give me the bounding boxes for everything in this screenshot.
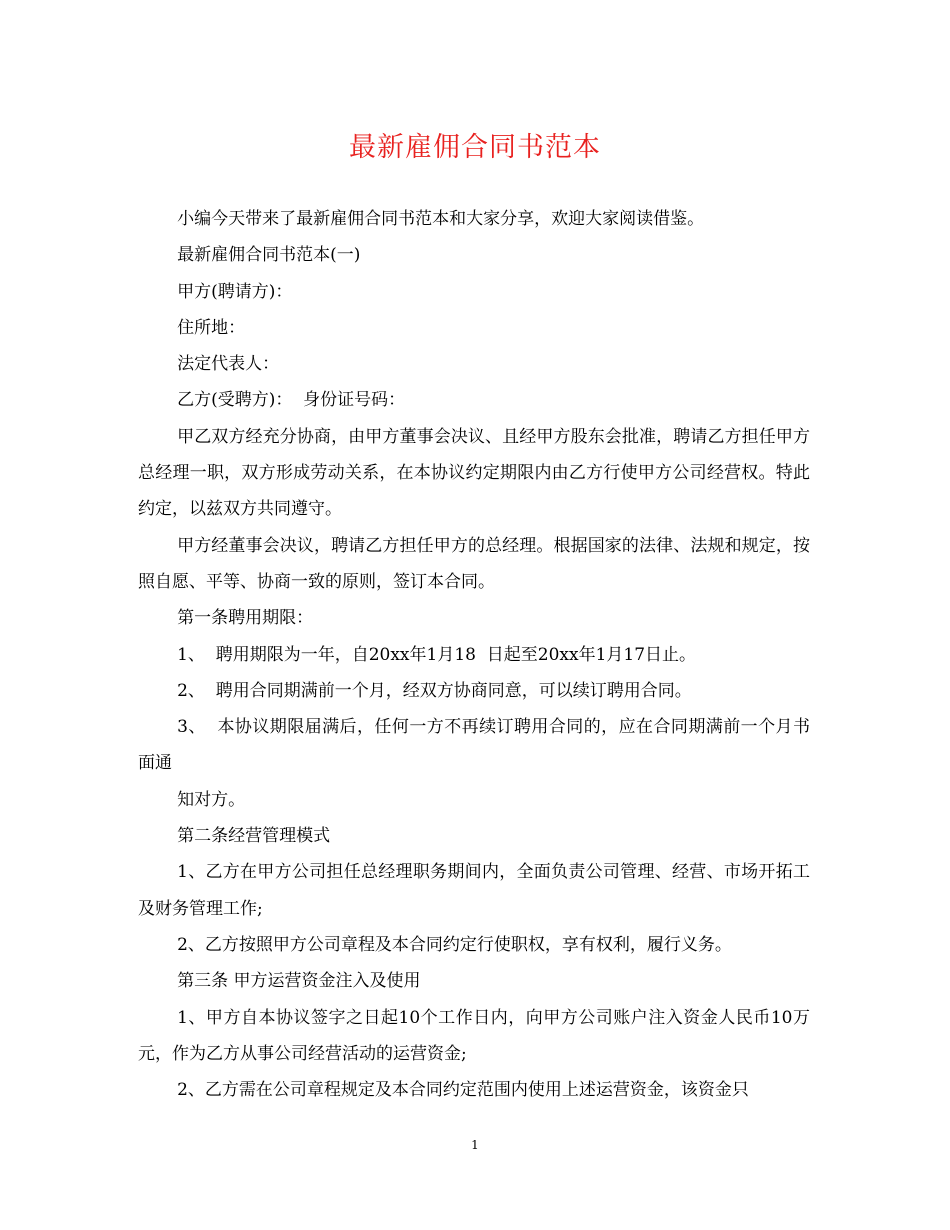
- paragraph-party-b: 乙方(受聘方)： 身份证号码：: [177, 390, 406, 411]
- paragraph-agreement: 甲乙双方经充分协商，由甲方董事会决议、且经甲方股东会批准，聘请乙方担任甲方总经理一职，双方形成劳动关系，在本协议约定期限内由乙方行使甲方公司经营权。特此约定，以兹双方共同遵守。: [138, 426, 810, 520]
- paragraph-address: 住所地：: [177, 317, 246, 338]
- paragraph-subtitle: 最新雇佣合同书范本(一): [177, 245, 361, 266]
- paragraph-board-resolution: 甲方经董事会决议，聘请乙方担任甲方的总经理。根据国家的法律、法规和规定，按照自愿、平等、协商一致的原则，签订本合同。: [138, 535, 810, 592]
- document-body: [138, 201, 810, 1108]
- page-number: 1: [471, 1138, 479, 1152]
- paragraph-article-1-item-3-continued: 知对方。: [177, 789, 246, 810]
- paragraph-article-1-item-3: 3、 本协议期限届满后，任何一方不再续订聘用合同的，应在合同期满前一个月书面通: [138, 717, 810, 774]
- paragraph-intro: 小编今天带来了最新雇佣合同书范本和大家分享，欢迎大家阅读借鉴。: [177, 209, 705, 229]
- paragraph-party-a: 甲方(聘请方)：: [177, 281, 293, 302]
- paragraph-article-3-heading: 第三条 甲方运营资金注入及使用: [177, 971, 421, 992]
- paragraph-article-2-heading: 第二条经营管理模式: [177, 826, 331, 847]
- paragraph-legal-representative: 法定代表人：: [177, 354, 280, 375]
- paragraph-article-1-item-1: 1、 聘用期限为一年，自20xx年1月18 日起至20xx年1月17日止。: [177, 644, 697, 665]
- paragraph-article-2-item-2: 2、乙方按照甲方公司章程及本合同约定行使职权，享有权利，履行义务。: [177, 934, 732, 955]
- paragraph-article-1-item-2: 2、 聘用合同期满前一个月，经双方协商同意，可以续订聘用合同。: [177, 680, 692, 701]
- document-title: 最新雇佣合同书范本: [349, 132, 601, 163]
- paragraph-article-3-item-2: 2、乙方需在公司章程规定及本合同约定范围内使用上述运营资金，该资金只: [177, 1080, 749, 1101]
- paragraph-article-3-item-1: 1、甲方自本协议签字之日起10个工作日内，向甲方公司账户注入资金人民币10万元，作为乙方从事公司经营活动的运营资金;: [138, 1007, 810, 1064]
- paragraph-article-2-item-1: 1、乙方在甲方公司担任总经理职务期间内，全面负责公司管理、经营、市场开拓工及财务管理工作;: [138, 862, 810, 919]
- paragraph-article-1-heading: 第一条聘用期限：: [177, 608, 314, 629]
